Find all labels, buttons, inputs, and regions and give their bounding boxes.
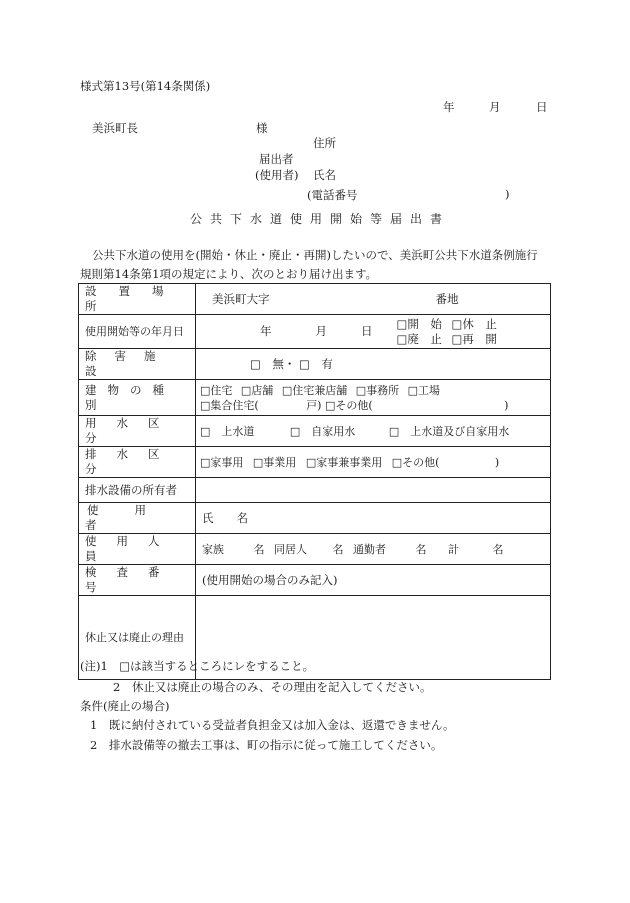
field-owner[interactable] — [196, 478, 551, 503]
checkbox-house[interactable]: □住宅 — [200, 383, 233, 397]
label-personnel — [79, 534, 196, 565]
label-water — [79, 416, 196, 447]
action-options — [397, 317, 497, 347]
cohabitant-unit: 名 — [332, 542, 344, 556]
conditions-heading: 条件(廃止の場合) — [80, 699, 170, 713]
phone-close: ) — [505, 187, 510, 201]
checkbox-building-other[interactable]: □その他( — [324, 398, 373, 412]
checkbox-resume[interactable]: □再 開 — [451, 331, 497, 346]
checkbox-both-water[interactable]: □ 上水道及び自家用水 — [388, 424, 510, 438]
exemption-label-text: 除害施設 — [85, 349, 174, 378]
family-label: 家族 — [202, 542, 224, 556]
row-owner — [79, 478, 551, 503]
units-label: 戸) — [306, 398, 322, 412]
row-personnel — [79, 534, 551, 565]
checkbox-start[interactable]: □開 始 — [396, 316, 442, 331]
row-drain — [79, 447, 551, 478]
field-drain — [196, 447, 551, 478]
label-location — [79, 284, 196, 315]
inspection-note: (使用開始の場合のみ記入) — [202, 572, 338, 587]
checkbox-pause[interactable]: □休 止 — [451, 316, 497, 331]
start-year: 年 — [260, 324, 272, 338]
inspection-label-text: 検査番号 — [85, 565, 180, 594]
personnel-label-text: 使用人員 — [85, 534, 180, 563]
start-day: 日 — [361, 324, 373, 338]
label-owner: 排水設備の所有者 — [79, 478, 196, 503]
document-title: 公共下水道使用開始等届出書 — [190, 212, 451, 226]
banchi-label: 番地 — [435, 291, 459, 306]
row-water — [79, 416, 551, 447]
building-label-text: 建物の種別 — [85, 382, 175, 412]
honorific: 様 — [256, 121, 268, 135]
checkbox-business[interactable]: □事業用 — [252, 455, 297, 469]
label-exemption — [79, 349, 196, 380]
water-label-text: 用水区分 — [85, 416, 180, 445]
checkbox-shop[interactable]: □店舗 — [240, 383, 274, 397]
user-name-label: 氏 名 — [202, 510, 248, 525]
checkbox-collective-housing[interactable]: □集合住宅( — [200, 398, 259, 412]
drain-label-text: 排水区分 — [85, 447, 180, 476]
start-month: 月 — [315, 324, 327, 338]
checkbox-exists[interactable]: □ 有 — [299, 356, 333, 371]
family-unit: 名 — [253, 542, 265, 556]
field-inspection[interactable] — [196, 565, 551, 596]
label-inspection — [79, 565, 196, 596]
checkbox-abolish[interactable]: □廃 止 — [396, 331, 442, 346]
row-inspection — [79, 565, 551, 596]
checkbox-factory[interactable]: □工場 — [407, 383, 441, 397]
commuter-unit: 名 — [415, 542, 427, 556]
field-user-name[interactable] — [196, 503, 551, 534]
building-other-close: ) — [504, 398, 509, 412]
checkbox-house-shop[interactable]: □住宅兼店舗 — [281, 383, 348, 397]
checkbox-none[interactable]: □ 無・ — [250, 356, 296, 371]
label-reason: 休止又は廃止の理由 — [79, 596, 196, 680]
field-building — [196, 380, 551, 416]
note-1: (注)1 □は該当するところにレをすること。 — [80, 659, 315, 673]
total-label: 計 — [448, 542, 459, 556]
label-user — [79, 503, 196, 534]
date-year-label: 年 — [443, 100, 455, 114]
label-building — [79, 380, 196, 416]
field-start-date[interactable] — [196, 315, 551, 349]
total-unit: 名 — [492, 542, 504, 556]
field-exemption — [196, 349, 551, 380]
checkbox-office[interactable]: □事務所 — [355, 383, 400, 397]
user-label-text: 使用者 — [85, 503, 182, 532]
checkbox-tap-water[interactable]: □ 上水道 — [200, 424, 255, 438]
label-start-date: 使用開始等の年月日 — [79, 315, 196, 349]
note-2: 2 休止又は廃止の場合のみ、その理由を記入してください。 — [113, 680, 432, 694]
date-day-label: 日 — [536, 100, 548, 114]
condition-1: 1 既に納付されている受益者負担金又は加入金は、返還できません。 — [90, 718, 455, 732]
date-month-label: 月 — [489, 100, 501, 114]
checkbox-household-business[interactable]: □家事兼事業用 — [305, 455, 383, 469]
intro-line-1: 公共下水道の使用を(開始・休止・廃止・再開)したいので、美浜町公共下水道条例施行 — [92, 248, 538, 262]
row-location — [79, 284, 551, 315]
row-building — [79, 380, 551, 416]
commuter-label: 通勤者 — [353, 542, 386, 556]
phone-label: (電話番号 — [307, 188, 358, 202]
row-exemption — [79, 349, 551, 380]
town-prefix: 美浜町大字 — [212, 291, 270, 306]
label-drain — [79, 447, 196, 478]
notifier-label: 届出者 — [259, 152, 294, 166]
checkbox-private-water[interactable]: □ 自家用水 — [289, 424, 356, 438]
addressee: 美浜町長 — [92, 121, 138, 135]
cohabitant-label: 同居人 — [274, 542, 307, 556]
location-label-text: 設置場所 — [85, 284, 186, 313]
field-personnel[interactable] — [196, 534, 551, 565]
drain-other-close: ) — [494, 455, 500, 469]
checkbox-drain-other[interactable]: □その他( — [391, 455, 440, 469]
user-label: (使用者) — [255, 168, 299, 182]
row-user — [79, 503, 551, 534]
form-number: 様式第13号(第14条関係) — [80, 79, 211, 93]
field-water — [196, 416, 551, 447]
address-label: 住所 — [313, 136, 336, 150]
checkbox-household[interactable]: □家事用 — [200, 455, 244, 469]
name-label: 氏名 — [313, 168, 336, 182]
row-start-date — [79, 315, 551, 349]
intro-line-2: 規則第14条第1項の規定により、次のとおり届け出ます。 — [80, 267, 378, 281]
notification-form-table — [78, 283, 551, 680]
field-location[interactable] — [196, 284, 551, 315]
condition-2: 2 排水設備等の撤去工事は、町の指示に従って施工してください。 — [90, 738, 443, 752]
